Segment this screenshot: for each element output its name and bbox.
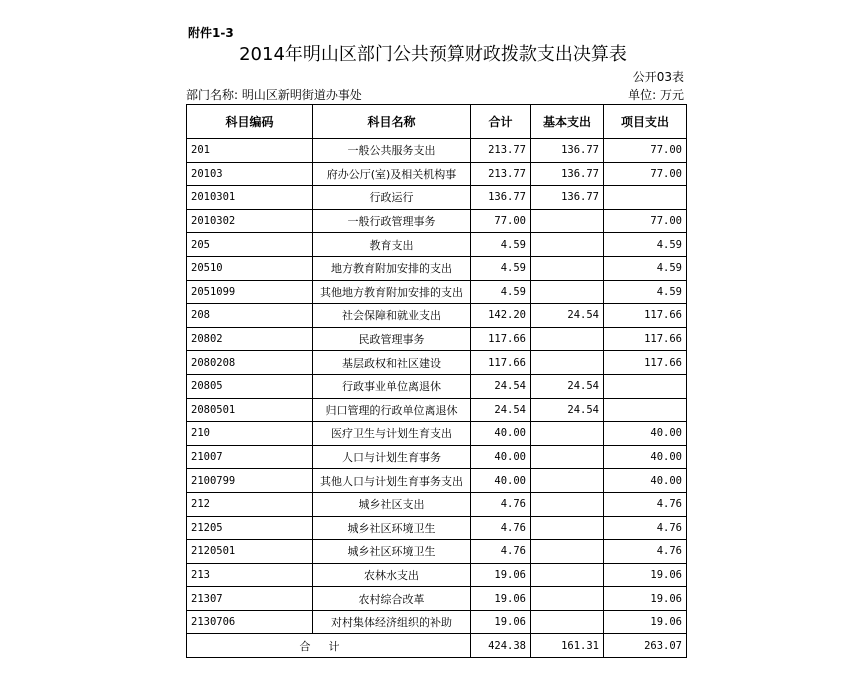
table-row [187,256,687,280]
row-code: 2130706 [187,610,313,634]
row-code: 2010301 [187,186,313,210]
row-code: 2010302 [187,209,313,233]
header-total: 合计 [471,105,531,139]
row-total: 19.06 [471,587,531,611]
table-row [187,327,687,351]
row-total: 4.76 [471,492,531,516]
row-code: 21307 [187,587,313,611]
row-total: 19.06 [471,610,531,634]
row-name: 对村集体经济组织的补助 [313,610,471,634]
row-name: 人口与计划生育事务 [313,445,471,469]
table-row [187,398,687,422]
form-number: 公开03表 [632,70,684,84]
row-total: 4.76 [471,540,531,564]
row-name: 农林水支出 [313,563,471,587]
row-project: 19.06 [604,563,687,587]
row-total: 24.54 [471,374,531,398]
row-code: 20802 [187,327,313,351]
table-total-row [187,634,687,658]
row-project [604,398,687,422]
row-project: 40.00 [604,469,687,493]
row-project: 4.76 [604,540,687,564]
row-code: 213 [187,563,313,587]
row-total: 4.59 [471,280,531,304]
row-basic [531,280,604,304]
row-basic [531,327,604,351]
row-name: 城乡社区环境卫生 [313,540,471,564]
row-total: 213.77 [471,139,531,163]
table-row [187,374,687,398]
row-total: 117.66 [471,351,531,375]
table-row [187,492,687,516]
row-project: 4.59 [604,233,687,257]
row-total: 24.54 [471,398,531,422]
row-basic: 136.77 [531,139,604,163]
row-name: 城乡社区支出 [313,492,471,516]
row-project: 77.00 [604,139,687,163]
row-total: 142.20 [471,304,531,328]
row-total: 40.00 [471,469,531,493]
row-total: 4.59 [471,256,531,280]
header-project: 项目支出 [604,105,687,139]
row-project [604,186,687,210]
row-name: 地方教育附加安排的支出 [313,256,471,280]
row-total: 40.00 [471,445,531,469]
row-code: 2051099 [187,280,313,304]
row-code: 2080208 [187,351,313,375]
row-project: 40.00 [604,422,687,446]
row-basic: 136.77 [531,186,604,210]
row-code: 2120501 [187,540,313,564]
row-name: 农村综合改革 [313,587,471,611]
table-header-row [187,105,687,139]
table-row [187,469,687,493]
row-name: 教育支出 [313,233,471,257]
row-basic [531,610,604,634]
table-row [187,351,687,375]
table-row [187,139,687,163]
row-code: 21205 [187,516,313,540]
row-total: 77.00 [471,209,531,233]
row-code: 20805 [187,374,313,398]
row-basic: 24.54 [531,374,604,398]
header-name: 科目名称 [313,105,471,139]
row-name: 医疗卫生与计划生育支出 [313,422,471,446]
table-row [187,445,687,469]
row-project [604,374,687,398]
total-label: 合计 [187,634,471,658]
row-basic [531,445,604,469]
row-basic: 24.54 [531,398,604,422]
row-total: 4.76 [471,516,531,540]
row-name: 其他人口与计划生育事务支出 [313,469,471,493]
total-basic: 161.31 [531,634,604,658]
header-basic: 基本支出 [531,105,604,139]
row-basic: 24.54 [531,304,604,328]
table-row [187,610,687,634]
page-title: 2014年明山区部门公共预算财政拨款支出决算表 [239,44,627,65]
row-code: 2100799 [187,469,313,493]
total-project: 263.07 [604,634,687,658]
row-project: 77.00 [604,162,687,186]
row-name: 一般公共服务支出 [313,139,471,163]
row-basic [531,516,604,540]
row-code: 205 [187,233,313,257]
row-name: 行政事业单位离退休 [313,374,471,398]
row-project: 117.66 [604,304,687,328]
table-row [187,563,687,587]
row-basic [531,233,604,257]
row-project: 4.59 [604,256,687,280]
row-basic [531,209,604,233]
row-name: 社会保障和就业支出 [313,304,471,328]
row-name: 其他地方教育附加安排的支出 [313,280,471,304]
row-project: 4.76 [604,516,687,540]
row-name: 城乡社区环境卫生 [313,516,471,540]
row-project: 4.59 [604,280,687,304]
table-row [187,162,687,186]
row-total: 136.77 [471,186,531,210]
table-row [187,540,687,564]
header-code: 科目编码 [187,105,313,139]
row-code: 2080501 [187,398,313,422]
department-name: 部门名称: 明山区新明街道办事处 [186,88,362,102]
row-code: 201 [187,139,313,163]
table-row [187,280,687,304]
row-code: 212 [187,492,313,516]
row-project: 117.66 [604,327,687,351]
table-row [187,304,687,328]
table-row [187,422,687,446]
row-name: 归口管理的行政单位离退休 [313,398,471,422]
row-basic [531,492,604,516]
row-project: 40.00 [604,445,687,469]
row-basic [531,587,604,611]
row-basic [531,351,604,375]
table-body [187,139,687,634]
row-code: 20103 [187,162,313,186]
row-basic [531,563,604,587]
row-basic: 136.77 [531,162,604,186]
row-project: 117.66 [604,351,687,375]
unit-label: 单位: 万元 [628,88,684,102]
row-total: 19.06 [471,563,531,587]
row-total: 213.77 [471,162,531,186]
row-basic [531,469,604,493]
row-project: 19.06 [604,610,687,634]
total-sum: 424.38 [471,634,531,658]
table-row [187,233,687,257]
row-total: 40.00 [471,422,531,446]
budget-table [186,104,687,658]
row-project: 77.00 [604,209,687,233]
table-row [187,516,687,540]
row-name: 民政管理事务 [313,327,471,351]
table-row [187,186,687,210]
table-row [187,209,687,233]
row-basic [531,540,604,564]
row-basic [531,422,604,446]
attachment-label: 附件1-3 [188,26,234,40]
row-basic [531,256,604,280]
row-total: 117.66 [471,327,531,351]
row-code: 20510 [187,256,313,280]
row-code: 208 [187,304,313,328]
row-name: 基层政权和社区建设 [313,351,471,375]
row-name: 府办公厅(室)及相关机构事 [313,162,471,186]
row-code: 21007 [187,445,313,469]
row-name: 行政运行 [313,186,471,210]
row-code: 210 [187,422,313,446]
row-total: 4.59 [471,233,531,257]
row-name: 一般行政管理事务 [313,209,471,233]
row-project: 19.06 [604,587,687,611]
table-row [187,587,687,611]
row-project: 4.76 [604,492,687,516]
